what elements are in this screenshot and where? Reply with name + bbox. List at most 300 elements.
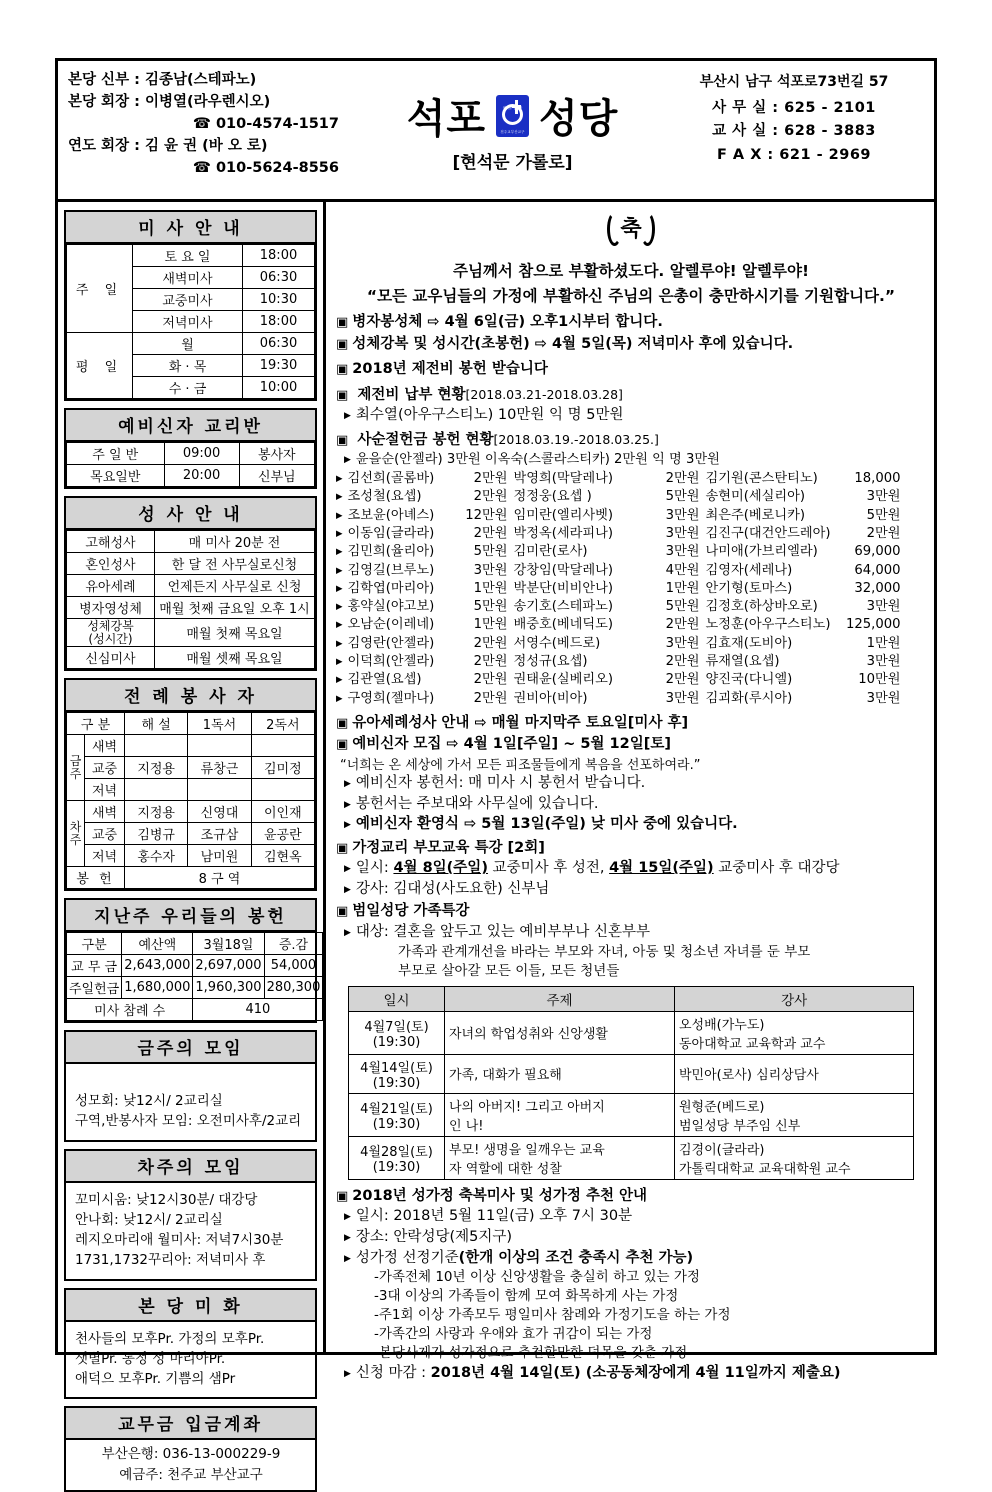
notice-infant-baptism: ▣ 유아세례성사 안내 ⇨ 매월 마지막주 토요일[미사 후] [336, 713, 926, 734]
donation-amount: 125,000 [846, 617, 901, 633]
list-item: 1731,1732꾸리아: 저녁미사 후 [75, 1252, 266, 1269]
attendance-value: 410 [193, 999, 323, 1021]
donation-row [336, 598, 926, 616]
mass-time: 10:30 [243, 289, 315, 311]
server-commentator [125, 779, 188, 801]
donation-row [336, 543, 926, 561]
donation-row [336, 671, 926, 689]
donor-name: 오남순(이레네) [347, 617, 435, 633]
church-address: 부산시 남구 석포로73번길 57 [699, 74, 889, 90]
donation-amount: 2만원 [473, 526, 508, 542]
week-label-this: 금 주 [67, 735, 85, 801]
class-teacher: 신부님 [239, 465, 314, 487]
offering-actual: 1,960,300 [193, 977, 264, 999]
family-edu-when-suffix: 교중미사 후 대강당 [713, 860, 840, 877]
server-commentator: 김병규 [125, 823, 188, 845]
sacrament-info: 매월 셋째 목요일 [155, 647, 315, 669]
lecture-lecturer: 박민아(로사) 심리상담사 [675, 1054, 914, 1093]
donation-amount: 69,000 [854, 544, 901, 560]
this-week-meetings-box [64, 1030, 317, 1142]
sacrament-name: 고해성사 [67, 531, 155, 553]
council-president-phone: ☎ 010-4574-1517 [192, 116, 339, 133]
donor-name: 김학엽(마리아) [347, 580, 435, 596]
donation-amount: 3만원 [866, 489, 901, 505]
donation-amount: 4만원 [665, 562, 700, 578]
donation-entry [348, 671, 508, 689]
bank-account-title: 교무금 입금계좌 [66, 1408, 315, 1440]
server-reading2: 이인재 [251, 801, 314, 823]
church-cleaning-title: 본 당 미 화 [66, 1290, 315, 1322]
sacraments-table [66, 530, 315, 669]
table-row [67, 801, 315, 823]
catechumen-scripture-quote: “너희는 온 세상에 가서 모든 피조물들에게 복음을 선포하여라.” [340, 758, 701, 774]
catechumen-item-3: ▶ 예비신자 환영식 ⇨ 5월 13일(주일) 낮 미사 중에 있습니다. [336, 814, 926, 835]
donor-name: 김영란(안젤라) [347, 635, 435, 651]
donation-entry [348, 507, 508, 525]
next-week-meetings-box [64, 1149, 317, 1281]
donation-amount: 1만원 [473, 580, 508, 596]
mass-label: 월 [133, 333, 243, 355]
donor-name: 최은주(베로니카) [705, 507, 806, 523]
table-row [67, 553, 315, 575]
donation-amount: 3만원 [473, 562, 508, 578]
donation-entry [514, 690, 700, 708]
server-commentator: 홍수자 [125, 845, 188, 867]
donation-amount: 10만원 [858, 672, 901, 688]
donation-amount: 2만원 [473, 672, 508, 688]
donor-name: 박영희(막달레나) [513, 471, 614, 487]
council-president-line: 본당 회장 : 이병열(라우렌시오) [68, 94, 271, 111]
lecture-datetime: 4월28일(토) (19:30) [349, 1136, 445, 1179]
altar-fee-heading-text: 제전비 납부 현황 [357, 386, 466, 403]
deadline-label: 신청 마감 : [355, 1364, 431, 1381]
donation-amount: 1만원 [473, 617, 508, 633]
donation-row-first: ▶ 윤을순(안젤라) 3만원 이옥숙(스콜라스티카) 2만원 익 명 3만원 [336, 451, 926, 470]
bank-account-details [66, 1440, 315, 1490]
server-reading2: 김미정 [251, 757, 314, 779]
catechumen-item-2: ▶ 봉헌서는 주보대와 사무실에 있습니다. [336, 794, 926, 815]
donation-entry [706, 690, 901, 708]
donation-amount: 2만원 [473, 690, 508, 706]
altar-fee-status-heading [336, 385, 926, 406]
mass-label: 저녁미사 [133, 311, 243, 333]
mass-slot: 교중 [85, 823, 125, 845]
liturgy-servers-title: 전 례 봉 사 자 [66, 680, 315, 712]
table-row [67, 245, 315, 267]
sacraments-box [64, 496, 317, 671]
lecture-topic: 부모! 생명을 일깨우는 교육 자 역할에 대한 성찰 [445, 1136, 675, 1179]
criteria-bold: (한개 이상의 조건 충족시 추천 가능) [458, 1249, 694, 1266]
donor-name: 류재열(요셉) [705, 654, 780, 670]
donation-entry [706, 488, 901, 506]
lecture-schedule-table [348, 986, 914, 1180]
mass-slot: 새벽 [85, 801, 125, 823]
celebration-character: 축 [620, 217, 642, 242]
table-row [67, 845, 315, 867]
donation-entry [348, 653, 508, 671]
donation-amount: 3만원 [866, 599, 901, 615]
church-cleaning-box [64, 1288, 317, 1400]
family-catechesis-when [336, 858, 926, 879]
bank-account-holder: 예금주: 천주교 부산교구 [119, 1466, 263, 1483]
donation-entry [348, 470, 508, 488]
donation-row [336, 653, 926, 671]
lecture-topic: 나의 아버지! 그리고 아버지 인 나! [445, 1093, 675, 1136]
donation-amount: 2만원 [665, 672, 700, 688]
donation-entry [706, 470, 901, 488]
donor-name: 강창임(막달레나) [513, 562, 614, 578]
church-cleaning-list [66, 1322, 315, 1398]
table-row [67, 619, 315, 647]
list-item: 구역,반봉사자 모임: 오전미사후/2교리 [75, 1113, 302, 1130]
family-edu-date-a: 4월 8일(주일) [393, 860, 488, 877]
donation-entry [514, 562, 700, 580]
holy-family-when: ▶ 일시: 2018년 5월 11일(금) 오후 7시 30분 [336, 1206, 926, 1227]
next-week-meetings-list [66, 1183, 315, 1279]
table-row [67, 999, 323, 1021]
donation-entry [348, 562, 508, 580]
donor-name: 김영길(브루노) [347, 562, 435, 578]
mass-time: 06:30 [243, 333, 315, 355]
donor-name: 정성규(요셉) [513, 654, 588, 670]
donation-amount: 1만원 [665, 580, 700, 596]
main-content-column [326, 202, 934, 1381]
donation-entry [514, 488, 700, 506]
server-reading1: 조규삼 [188, 823, 251, 845]
donor-name: 김미란(로사) [513, 544, 588, 560]
table-row [67, 333, 315, 355]
mass-slot: 새벽 [85, 735, 125, 757]
mass-label: 화 · 목 [133, 355, 243, 377]
table-row [67, 867, 315, 889]
donation-entry [706, 653, 901, 671]
col-header-date: 3월18일 [193, 933, 264, 955]
server-commentator [125, 735, 188, 757]
bulletin-header [58, 61, 934, 202]
family-catechesis-title: ▣ 가정교리 부모교육 특강 [2회] [336, 838, 926, 859]
sacrament-name: 유아세례 [67, 575, 155, 597]
table-row [67, 757, 315, 779]
header-title-block [363, 61, 662, 199]
notice-benediction: ▣ 성체강복 및 성시간(초봉헌) ⇨ 4월 5일(목) 저녁미사 후에 있습니다. [336, 334, 926, 355]
lecture-topic: 자녀의 학업성취와 신앙생활 [445, 1011, 675, 1054]
list-item: 애덕으 모후Pr. 기쁨의 샘Pr [75, 1371, 236, 1388]
catechumen-class-table [66, 442, 315, 487]
col-header-datetime: 일시 [349, 986, 445, 1011]
server-reading1: 남미원 [188, 845, 251, 867]
table-row [67, 735, 315, 757]
celebration-emblem-wrap [336, 210, 926, 254]
donation-entry [348, 616, 508, 634]
donation-entry [348, 488, 508, 506]
donor-name: 김민희(율리아) [347, 544, 435, 560]
donation-amount: 3만원 [665, 526, 700, 542]
offering-budget: 2,643,000 [122, 955, 193, 977]
table-row [349, 1054, 914, 1093]
donation-entry [348, 635, 508, 653]
donation-amount: 2만원 [665, 471, 700, 487]
donation-amount: 3만원 [665, 690, 700, 706]
donation-row [336, 507, 926, 525]
diocese-logo-icon [496, 95, 529, 137]
donor-name: 서영수(베드로) [513, 635, 601, 651]
list-item: 레지오마리애 월미사: 저녁7시30분 [75, 1232, 284, 1249]
donor-name: 김효재(도비아) [705, 635, 793, 651]
donor-name: 박분단(비비안나) [513, 580, 614, 596]
donation-entry [706, 525, 901, 543]
mass-label: 교중미사 [133, 289, 243, 311]
lent-donation-list [336, 451, 926, 707]
mass-guide-table [66, 244, 315, 399]
donation-amount: 5만원 [473, 599, 508, 615]
mass-group-sunday: 주 일 [67, 245, 133, 333]
col-header-category: 구분 [67, 933, 122, 955]
holy-family-where: ▶ 장소: 안락성당(제5지구) [336, 1227, 926, 1248]
donor-name: 양진국(다니엘) [705, 672, 793, 688]
donation-rows-container [336, 470, 926, 708]
col-header-reading2: 2독서 [251, 713, 314, 735]
office-phone-label: 사 무 실 : [712, 99, 779, 116]
criteria-item-3: -주1회 이상 가족모두 평일미사 참례와 가정기도을 하는 가정 [374, 1306, 731, 1323]
week-label-next: 차 주 [67, 801, 85, 867]
lecture-datetime: 4월7일(토) (19:30) [349, 1011, 445, 1054]
donation-entry [706, 562, 901, 580]
donation-amount: 2만원 [665, 617, 700, 633]
col-header-division: 구 분 [67, 713, 125, 735]
beomil-target-line-2: 가족과 관계개선을 바라는 부모와 자녀, 아동 및 청소년 자녀를 둔 부모 [398, 943, 811, 960]
class-name: 목요일반 [67, 465, 165, 487]
donor-name: 김선희(골롬바) [347, 471, 435, 487]
donation-entry [348, 543, 508, 561]
easter-proclamation: 주님께서 참으로 부활하셨도다. 알렐루야! 알렐루야! [452, 262, 810, 280]
table-row [67, 779, 315, 801]
donation-entry [514, 580, 700, 598]
donation-entry [706, 507, 901, 525]
fax-row [666, 144, 922, 167]
donation-entry [706, 671, 901, 689]
altar-fee-entry: ▶ 최수열(아우구스티노) 10만원 익 명 5만원 [336, 405, 926, 426]
class-time: 09:00 [164, 443, 239, 465]
header-staff-info [58, 61, 363, 199]
donation-amount: 3만원 [866, 654, 901, 670]
sacrament-info: 매 미사 20분 전 [155, 531, 315, 553]
donation-amount: 1만원 [866, 635, 901, 651]
bulletin-frame [55, 58, 937, 1483]
donor-name: 김관열(요셉) [347, 672, 422, 688]
church-name-right: 성당 [539, 96, 619, 142]
table-row [67, 443, 315, 465]
pastor-line: 본당 신부 : 김종남(스테파노) [68, 72, 257, 88]
donor-name: 이덕희(안젤라) [347, 654, 435, 670]
donation-amount: 3만원 [665, 635, 700, 651]
server-reading1: 신영대 [188, 801, 251, 823]
last-week-offering-box [64, 898, 321, 1023]
liturgy-servers-box [64, 678, 317, 891]
table-row [349, 1093, 914, 1136]
mass-time: 10:00 [243, 377, 315, 399]
donation-amount: 18,000 [854, 471, 901, 487]
holy-family-criteria-title [336, 1248, 926, 1269]
donation-entry [514, 507, 700, 525]
beomil-target-line-3: 부모로 살아갈 모든 이들, 모든 청년들 [398, 963, 620, 980]
server-reading2 [251, 735, 314, 757]
server-commentator: 지정용 [125, 757, 188, 779]
lent-offering-heading [336, 430, 926, 451]
donation-amount: 32,000 [854, 580, 901, 596]
donation-entry [514, 543, 700, 561]
sacrament-name: 병자영성체 [67, 597, 155, 619]
col-header-budget: 예산액 [122, 933, 193, 955]
list-item: 천사들의 모후Pr. 가정의 모후Pr. [75, 1330, 265, 1347]
offering-diff: 54,000 [264, 955, 323, 977]
col-header-reading1: 1독서 [188, 713, 251, 735]
donor-name: 송기호(스테파노) [513, 599, 614, 615]
col-header-commentator: 해 설 [125, 713, 188, 735]
donation-entry [514, 470, 700, 488]
donation-amount: 3만원 [866, 690, 901, 706]
offering-category: 주일헌금 [67, 977, 122, 999]
list-item: 샛별Pr. 동정 성 마리아Pr. [75, 1350, 226, 1367]
table-row [67, 575, 315, 597]
donor-name: 권태윤(실베리오) [513, 672, 614, 688]
server-reading1 [188, 735, 251, 757]
attendance-label: 미사 참례 수 [67, 999, 193, 1021]
table-header-row [67, 713, 315, 735]
table-row [349, 1136, 914, 1179]
offering-actual: 2,697,000 [193, 955, 264, 977]
donation-entry [514, 525, 700, 543]
sacrament-name: 성체강복 (성시간) [67, 619, 155, 647]
lecture-lecturer: 김경이(글라라) 가톨릭대학교 교육대학원 교수 [675, 1136, 914, 1179]
donor-name: 권비아(비아) [513, 690, 588, 706]
col-header-topic: 주제 [445, 986, 675, 1011]
donation-row [336, 488, 926, 506]
donation-entry [706, 580, 901, 598]
classroom-phone-label: 교 사 실 : [712, 123, 779, 140]
donation-row [336, 470, 926, 488]
donation-entry [348, 690, 508, 708]
holy-family-title: ▣ 2018년 성가정 축복미사 및 성가정 추천 안내 [336, 1186, 926, 1207]
classroom-phone-row [666, 120, 922, 143]
sacrament-info: 매월 첫째 금요일 오후 1시 [155, 597, 315, 619]
last-week-offering-table [66, 932, 323, 1021]
yeondo-president-line: 연도 회장 : 김 윤 권 (바 오 로) [68, 138, 268, 155]
server-reading1 [188, 779, 251, 801]
mass-guide-box [64, 210, 317, 401]
last-week-offering-title: 지난주 우리들의 봉헌 [66, 900, 315, 932]
easter-blessing-quote: “모든 교우님들의 가정에 부활하신 주님의 은총이 충만하시기를 기원합니다.” [366, 287, 896, 305]
table-row [67, 823, 315, 845]
catechumen-class-title: 예비신자 교리반 [66, 410, 315, 442]
donation-amount: 3만원 [665, 507, 700, 523]
mass-time: 18:00 [243, 245, 315, 267]
offering-label: 봉 헌 [67, 867, 125, 889]
logo-bottom-label: 천주교부산교구 [500, 129, 525, 134]
fax-label: F A X : [716, 146, 774, 163]
mass-group-weekday: 평 일 [67, 333, 133, 399]
donor-name: 배중호(베네딕도) [513, 617, 614, 633]
liturgy-servers-table [66, 712, 315, 889]
table-row [349, 1011, 914, 1054]
donation-amount: 3만원 [665, 544, 700, 560]
table-row [67, 465, 315, 487]
donation-row [336, 690, 926, 708]
bulletin-body [58, 202, 934, 1483]
sacraments-title: 성 사 안 내 [66, 498, 315, 530]
family-edu-when-mid: 교중미사 후 성전, [487, 860, 610, 877]
sacrament-name: 혼인성사 [67, 553, 155, 575]
col-header-lecturer: 강사 [675, 986, 914, 1011]
list-item: 안나회: 낮12시/ 2교리실 [75, 1211, 223, 1228]
donation-entry [706, 616, 901, 634]
family-edu-date-b: 4월 15일(주일) [609, 860, 714, 877]
lecture-datetime: 4월21일(토) (19:30) [349, 1093, 445, 1136]
donation-amount: 2만원 [665, 654, 700, 670]
mass-slot: 저녁 [85, 845, 125, 867]
donor-name: 노정훈(아우구스티노) [705, 617, 831, 633]
lecture-datetime: 4월14일(토) (19:30) [349, 1054, 445, 1093]
donation-entry [706, 598, 901, 616]
donation-amount: 2만원 [473, 635, 508, 651]
criteria-item-2: -3대 이상의 가족들이 함께 모여 화목하게 사는 가정 [374, 1287, 679, 1304]
mass-slot: 교중 [85, 757, 125, 779]
class-name: 주 일 반 [67, 443, 165, 465]
church-name-left: 석포 [406, 96, 486, 142]
criteria-item-1: -가족전체 10년 이상 신앙생활을 충실히 하고 있는 가정 [374, 1269, 700, 1286]
col-header-change: 증.감 [264, 933, 323, 955]
server-reading2: 윤공란 [251, 823, 314, 845]
donor-name: 안기형(토마스) [705, 580, 793, 596]
mass-time: 18:00 [243, 311, 315, 333]
list-item: 꼬미시움: 낮12시30분/ 대강당 [75, 1191, 258, 1208]
criteria-item-5: -본당사제가 성가정으로 추천할만한 덕목을 갖춘 가정 [374, 1344, 688, 1361]
deadline-value: 2018년 4월 14일(토) (소공동체장에게 4월 11일까지 제출요) [430, 1364, 841, 1381]
church-title-row [407, 87, 619, 144]
donor-name: 송현미(세실리아) [705, 489, 806, 505]
donation-entry [514, 653, 700, 671]
donor-name: 조보윤(아녜스) [347, 507, 435, 523]
sacrament-info: 한 달 전 사무실로신청 [155, 553, 315, 575]
donation-entry [348, 580, 508, 598]
catechumen-item-1: ▶ 예비신자 봉헌서: 매 미사 시 봉헌서 받습니다. [336, 773, 926, 794]
donor-name: 임미란(엘리사벳) [513, 507, 614, 523]
criteria-prefix: 성가정 선정기준 [355, 1249, 459, 1266]
family-edu-when-prefix: 일시: [355, 860, 394, 877]
offering-category: 교 무 금 [67, 955, 122, 977]
server-reading2 [251, 779, 314, 801]
holy-family-deadline [336, 1363, 926, 1384]
office-phone-value: 625 - 2101 [784, 99, 876, 116]
list-item: 성모회: 낮12시/ 2교리실 [75, 1093, 223, 1110]
server-commentator: 지정용 [125, 801, 188, 823]
offering-district: 8 구 역 [125, 867, 315, 889]
donor-name: 조성철(요셉) [347, 489, 422, 505]
donation-amount: 2만원 [473, 489, 508, 505]
donation-row [336, 635, 926, 653]
mass-time: 19:30 [243, 355, 315, 377]
mass-slot: 저녁 [85, 779, 125, 801]
donor-name: 김기원(콘스탄티노) [705, 471, 818, 487]
bank-account-number: 부산은행: 036-13-000229-9 [101, 1446, 281, 1463]
donor-name: 나미애(가브리엘라) [705, 544, 818, 560]
logo-inner-label: 평화를 빕니다 [502, 105, 523, 110]
donation-row [336, 562, 926, 580]
donor-name: 김진구(대건안드레아) [705, 526, 831, 542]
table-row [67, 647, 315, 669]
lent-heading-text: 사순절헌금 봉헌 현황 [357, 431, 494, 448]
donation-entry [514, 616, 700, 634]
donor-name: 김정호(하상바오로) [705, 599, 818, 615]
